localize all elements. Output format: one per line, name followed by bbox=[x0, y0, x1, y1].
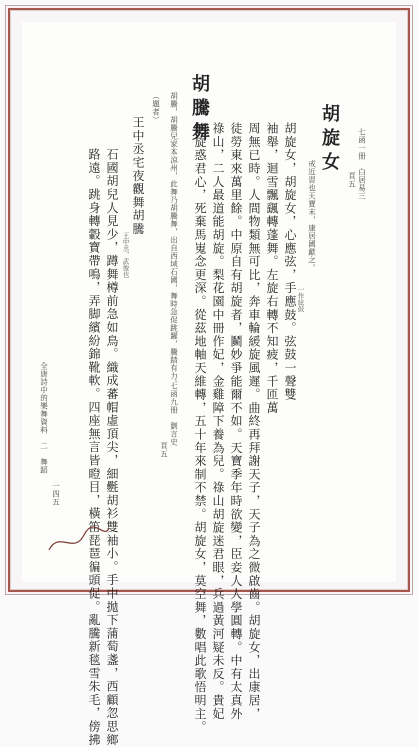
poem-line-left-1: 石國胡兒人見少，蹲舞樽前急如鳥。織成蕃帽虛頂尖，細氎胡衫雙袖小。手中拋下蒲萄盞，西顧忽思鄉 bbox=[105, 148, 119, 747]
poem-subtitle: 王中丞宅夜觀舞胡騰 bbox=[131, 116, 145, 236]
poem-line-6: 胡旋惑君心，死棄馬嵬念更深。從茲地軸天維轉，五十年來制不禁。胡旋女，莫空舞，數唱此歌悟明主。 bbox=[193, 122, 207, 734]
poem-subtitle-note: 王中丞，武俊也 bbox=[121, 232, 130, 278]
section-title: 胡騰舞 bbox=[189, 74, 210, 146]
poem-line-1: 胡旋女，胡旋女，心應弦，手應鼓。弦鼓一聲雙 bbox=[283, 122, 297, 402]
middle-reference-2: 頁五 bbox=[159, 442, 169, 458]
book-page bbox=[22, 22, 396, 747]
poem-line-4: 徒勞東來萬里餘。中原自有胡旋者，鬭妙爭能爾不如。天寶季年時欲變，臣妾人人學圓轉。中有太真外 bbox=[229, 122, 243, 721]
page-reference-2: 頁五 bbox=[347, 172, 357, 188]
commentary-line: 胡騰，胡騰兒家本涼州，此舞乃胡騰舞，出自西域石國，舞時急促跳躍，騰踏有力。 bbox=[169, 92, 179, 388]
page-reference: 七函一冊 白居易三 bbox=[357, 128, 367, 200]
poem-title: 胡旋女 bbox=[319, 104, 340, 176]
poem-title-note: 戒近習也天寶末，康居國獻之。 bbox=[307, 160, 317, 272]
ink-flourish bbox=[44, 520, 114, 560]
poem-line-3: 周無已時。人間物類無可比，奔車輪緩旋風遲。曲終再拜謝天子，天子為之微啟齒。胡旋女，出康居， bbox=[247, 122, 261, 721]
line-annotation: 一作絃鼓 bbox=[296, 286, 305, 312]
middle-reference: 七函九冊 劉言史 bbox=[169, 382, 179, 446]
section-subtitle: （題者） bbox=[151, 92, 161, 124]
page-number: 一四五 bbox=[51, 482, 61, 506]
poem-line-2: 袖舉，迴雪飄颻轉蓬舞。左旋右轉不知疲，千匝萬 bbox=[265, 122, 279, 415]
book-footer: 全唐詩中的樂舞資料 二 舞蹈 bbox=[39, 362, 49, 474]
poem-line-5: 祿山，二人最道能胡旋。梨花園中冊作妃，金雞障下養為兒。祿山胡旋迷君眼，兵過黃河疑未反。貴妃 bbox=[211, 122, 225, 721]
poem-line-left-2: 路遠。跳身轉轂寶帶鳴，弄脚繽紛錦靴軟。四座無言皆瞪目，橫笛琵琶徧頭促。亂騰新毯雪朱毛，傍拂 bbox=[87, 148, 101, 747]
